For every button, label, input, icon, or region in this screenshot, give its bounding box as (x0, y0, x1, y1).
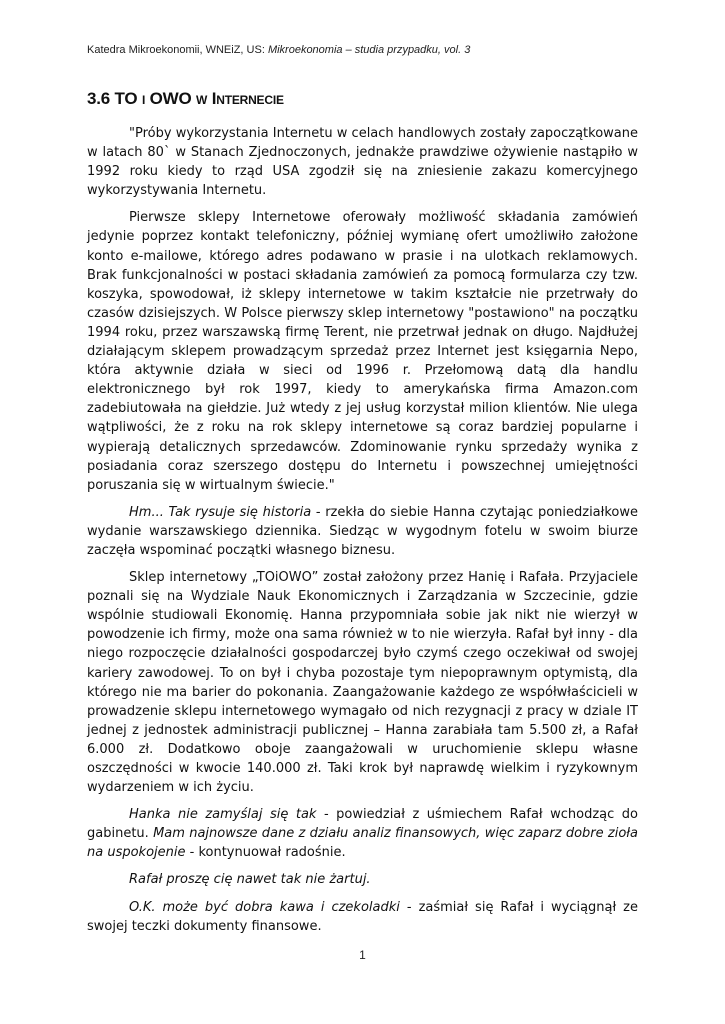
header-prefix: Katedra Mikroekonomii, WNEiZ, US: (87, 44, 268, 56)
header-title: Mikroekonomia – studia przypadku, vol. 3 (267, 44, 471, 56)
paragraph-italic-2: Mam najnowsze dane z działu analiz finansowych, więc zaparz dobre zioła na uspokojenie (87, 826, 638, 861)
paragraph-text: - powiedział z uśmiechem Rafał wchodząc do gabinetu. (87, 807, 638, 842)
paragraph-2 (87, 208, 638, 494)
paragraph-5 (87, 805, 638, 862)
paragraph-italic: O.K. może być dobra kawa i czekoladki (129, 899, 400, 915)
paragraph-text: - rzekła do siebie Hanna czytając poniedziałkowe wydanie warszawskiego dziennika. Siedząc w wygodnym fotelu w swoim biurze zaczęła wspominać początki własnego biznesu. (87, 504, 638, 558)
section-heading: 3.6 TO i OWO w Internecie (87, 89, 284, 108)
paragraph-text-2: - kontynuował radośnie. (185, 845, 346, 861)
running-header (87, 44, 647, 56)
paragraph-italic: Rafał proszę cię nawet tak nie żartuj. (129, 872, 371, 888)
paragraph-italic: Hm... Tak rysuje się historia (129, 504, 312, 520)
body-text (87, 124, 638, 944)
paragraph-3 (87, 503, 638, 560)
paragraph-text: Sklep internetowy „TOiOWO” został założony przez Hanię i Rafała. Przyjaciele poznali się na Wydziale Nauk Ekonomicznych i Zarządzania w Szczecinie, gdzie wspólnie studiowali Ekonomię. Hanna przypomniała sobie jak nikt nie wierzył w powodzenie ich firmy, może ona sama również w to nie wierzyła. Rafał był inny - dla niego rozpoczęcie działalności gospodarczej było czymś czego oczekiwał od swojej kariery zawodowej. To on był i chyba pozostaje tym niepoprawnym optymistą, dla którego nie ma barier do pokonania. Zaangażowanie każdego ze współwłaścicieli w prowadzenie sklepu internetowego wymagało od nich rezygnacji z pracy w dziale IT jednej z jednostek administracji publicznej – Hanna zarabiała tam 5.500 zł, a Rafał 6.000 zł. Dodatkowo oboje zaangażowali w uruchomienie sklepu własne oszczędności w kwocie 140.000 zł. Taki krok był naprawdę wielkim i ryzykownym wydarzeniem w ich życiu. (87, 570, 638, 796)
page-number: 1 (359, 948, 366, 962)
paragraph-text: Pierwsze sklepy Internetowe oferowały możliwość składania zamówień jedynie poprzez kontakt telefoniczny, później wymianę ofert umożliwiło założone konto e-mailowe, którego adres podawano w prasie i na ulotkach reklamowych. Brak funkcjonalności w postaci składania zamówień za pomocą formularza czy tzw. koszyka, spowodował, iż sklepy internetowe w takim kształcie nie przetrwały do czasów dzisiejszych. W Polsce pierwszy sklep internetowy "postawiono" na początku 1994 roku, przez warszawską firmę Terent, nie przetrwał jednak on długo. Najdłużej działającym sklepem prowadzącym sprzedaż przez Internet jest księgarnia Nepo, która aktywnie działa w sieci od 1996 r. Przełomową datą dla handlu elektronicznego był rok 1997, kiedy to amerykańska firma Amazon.com zadebiutowała na giełdzie. Już wtedy z jej usług korzystał milion klientów. Nie ulega wątpliwości, że z roku na rok sklepy internetowe są coraz bardziej popularne i wypierają detalicznych sprzedawców. Zdominowanie rynku sprzedaży wynika z posiadania coraz szerszego dostępu do Internetu i powszechnej umiejętności poruszania się w wirtualnym świecie." (87, 210, 638, 493)
paragraph-text: - zaśmiał się Rafał i wyciągnął ze swojej teczki dokumenty finansowe. (87, 899, 639, 934)
paragraph-1 (87, 124, 638, 200)
paragraph-6 (87, 870, 638, 889)
paragraph-4 (87, 568, 638, 797)
paragraph-text: "Próby wykorzystania Internetu w celach handlowych zostały zapoczątkowane w latach 80` w Stanach Zjednoczonych, jednakże prawdziwe ożywienie nastąpiło w 1992 roku kiedy to rząd USA zgodził się na zniesienie zakazu komercyjnego wykorzystywania Internetu. (87, 126, 638, 199)
paragraph-7 (87, 898, 638, 936)
paragraph-italic: Hanka nie zamyślaj się tak (129, 807, 317, 823)
